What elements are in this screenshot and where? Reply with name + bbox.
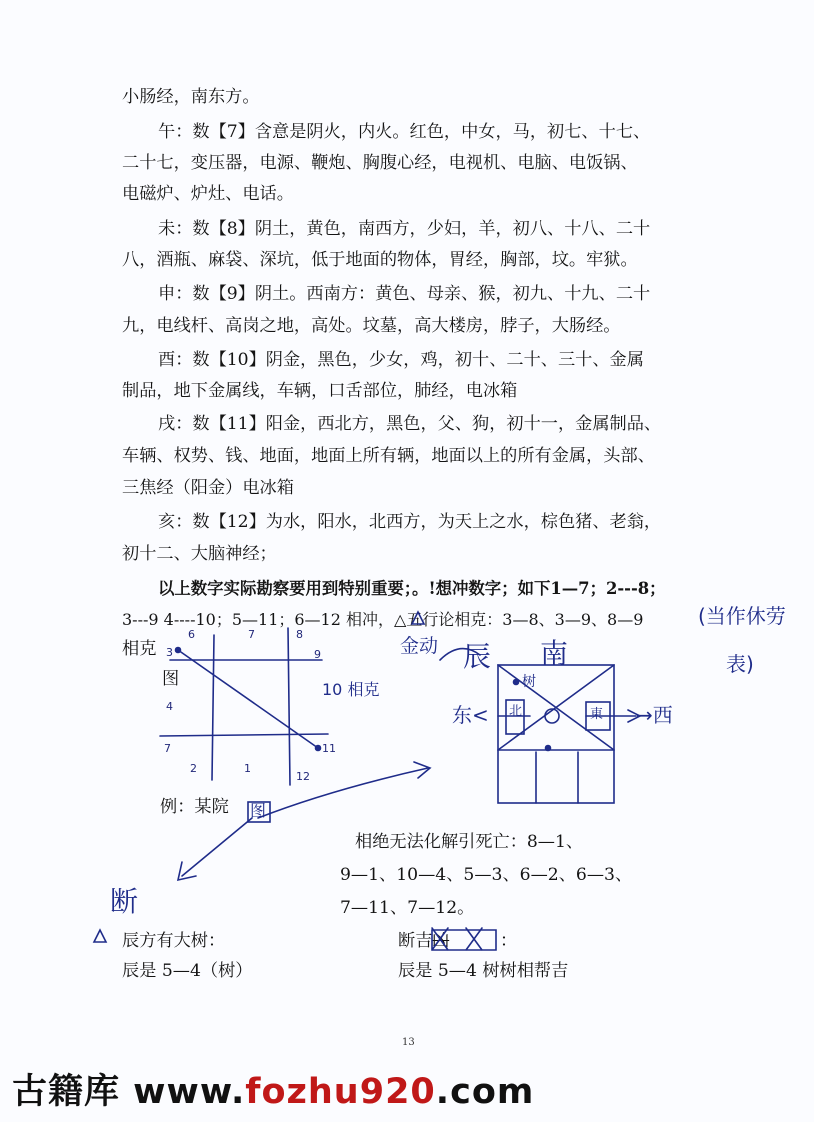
body-line: 二十七，变压器，电源、鞭炮、胸腹心经，电视机、电脑、电饭锅、: [122, 153, 638, 173]
grid-line: [288, 628, 290, 785]
left-note-line: 辰方有大树：: [122, 931, 226, 951]
xiangke-label: 相克: [122, 639, 157, 659]
right-note-line: 辰是 5—4 树树相帮吉: [398, 961, 569, 981]
grid-number: 9: [314, 648, 321, 661]
grid-dot: [176, 648, 181, 653]
body-line: 八，酒瓶、麻袋、深坑，低于地面的物体，胃经，胸部，坟。牢狱。: [122, 250, 638, 270]
strike-scribble: [432, 928, 496, 950]
handwritten-margin-note: 表): [726, 652, 754, 676]
example-label: 例：某院: [160, 797, 229, 817]
handwritten-box-dong: 東: [590, 707, 604, 722]
body-line: 三焦经（阳金）电冰箱: [122, 478, 294, 498]
tu-label: 图: [162, 669, 180, 689]
body-line: 车辆、权势、钱、地面，地面上所有辆，地面以上的所有金属，头部、: [122, 446, 655, 466]
body-line: 午：数【7】含意是阴火，内火。红色，中女，马，初七、十七、: [158, 122, 651, 142]
grid-line: [160, 734, 328, 736]
body-line: 制品，地下金属线，车辆，口舌部位，肺经，电冰箱: [122, 381, 518, 401]
body-line: 申：数【9】阴土。西南方：黄色、母亲、猴，初九、十九、二十: [158, 284, 651, 304]
grid-line: [178, 650, 318, 748]
grid-number: 1: [244, 762, 251, 775]
body-line: 电磁炉、炉灶、电话。: [122, 184, 294, 204]
body-line: 九，电线杆、高岗之地，高处。坟墓，高大楼房，脖子，大肠经。: [122, 316, 621, 336]
grid-line: [212, 635, 214, 780]
pair-line: 3---9 4----10；5—11；6—12 相冲，△五行论相克：3—8、3—9、8—9: [122, 610, 644, 629]
handwritten-chen: 辰: [463, 640, 492, 673]
body-line: 初十二、大脑神经；: [122, 544, 277, 564]
right-note-struck: 凶: [432, 931, 450, 951]
right-note-end: ：: [500, 931, 518, 951]
grid-number: 4: [166, 700, 173, 713]
grid-number: 2: [190, 762, 197, 775]
juejue-line: 9—1、10—4、5—3、6—2、6—3、: [340, 865, 633, 885]
handwritten-tu: 图: [250, 801, 267, 820]
handwritten-shu: 树: [522, 674, 536, 690]
watermark-suffix: .com: [435, 1072, 535, 1112]
watermark-accent: fozhu920: [245, 1072, 436, 1112]
grid-number: 7: [164, 742, 171, 755]
site-watermark: [12, 1064, 534, 1114]
handwritten-duan: 断: [110, 885, 139, 918]
arrow-to-duan: [182, 818, 252, 876]
grid-number: 3: [166, 646, 173, 659]
watermark-prefix: 古籍库 www.: [12, 1072, 246, 1112]
left-note-line: 辰是 5—4（树）: [122, 961, 253, 981]
handwritten-nan: 南: [540, 637, 569, 670]
handwritten-west: →西: [636, 703, 673, 727]
body-line: 小肠经，南东方。: [122, 87, 260, 107]
juejue-line: 7—11、7—12。: [340, 898, 475, 918]
body-line: 未：数【8】阴土，黄色，南西方，少妇，羊，初八、十八、二十: [158, 219, 651, 239]
juejue-line: 相绝无法化解引死亡：8—1、: [355, 832, 584, 852]
handwritten-margin-note: (当作休劳: [698, 604, 786, 628]
body-line: 亥：数【12】为水，阳水，北西方，为天上之水，棕色猪、老翁，: [158, 512, 662, 532]
grid-number: 11: [322, 742, 336, 755]
arrow-to-house: [258, 768, 428, 818]
page-number: 13: [402, 1037, 415, 1048]
grid-dot: [316, 746, 321, 751]
handwritten-east: 东<: [452, 703, 489, 727]
grid-number: 6: [188, 628, 195, 641]
grid-number: 8: [296, 628, 303, 641]
grid-number: 12: [296, 770, 310, 783]
handwritten-jindong: 金动: [400, 635, 439, 657]
handwritten-xiangke: 10 相克: [322, 680, 380, 699]
body-line: 戌：数【11】阳金，西北方，黑色，父、狗，初十一，金属制品、: [158, 414, 662, 434]
handwritten-box-bei: 北: [509, 704, 523, 719]
right-note-prefix: 断吉: [398, 931, 433, 951]
grid-number: 7: [248, 628, 255, 641]
body-line: 酉：数【10】阴金，黑色，少女，鸡，初十、二十、三十、金属: [158, 350, 644, 370]
important-line: 以上数字实际勘察要用到特别重要；。!想冲数字；如下1—7；2---8；: [158, 579, 666, 598]
